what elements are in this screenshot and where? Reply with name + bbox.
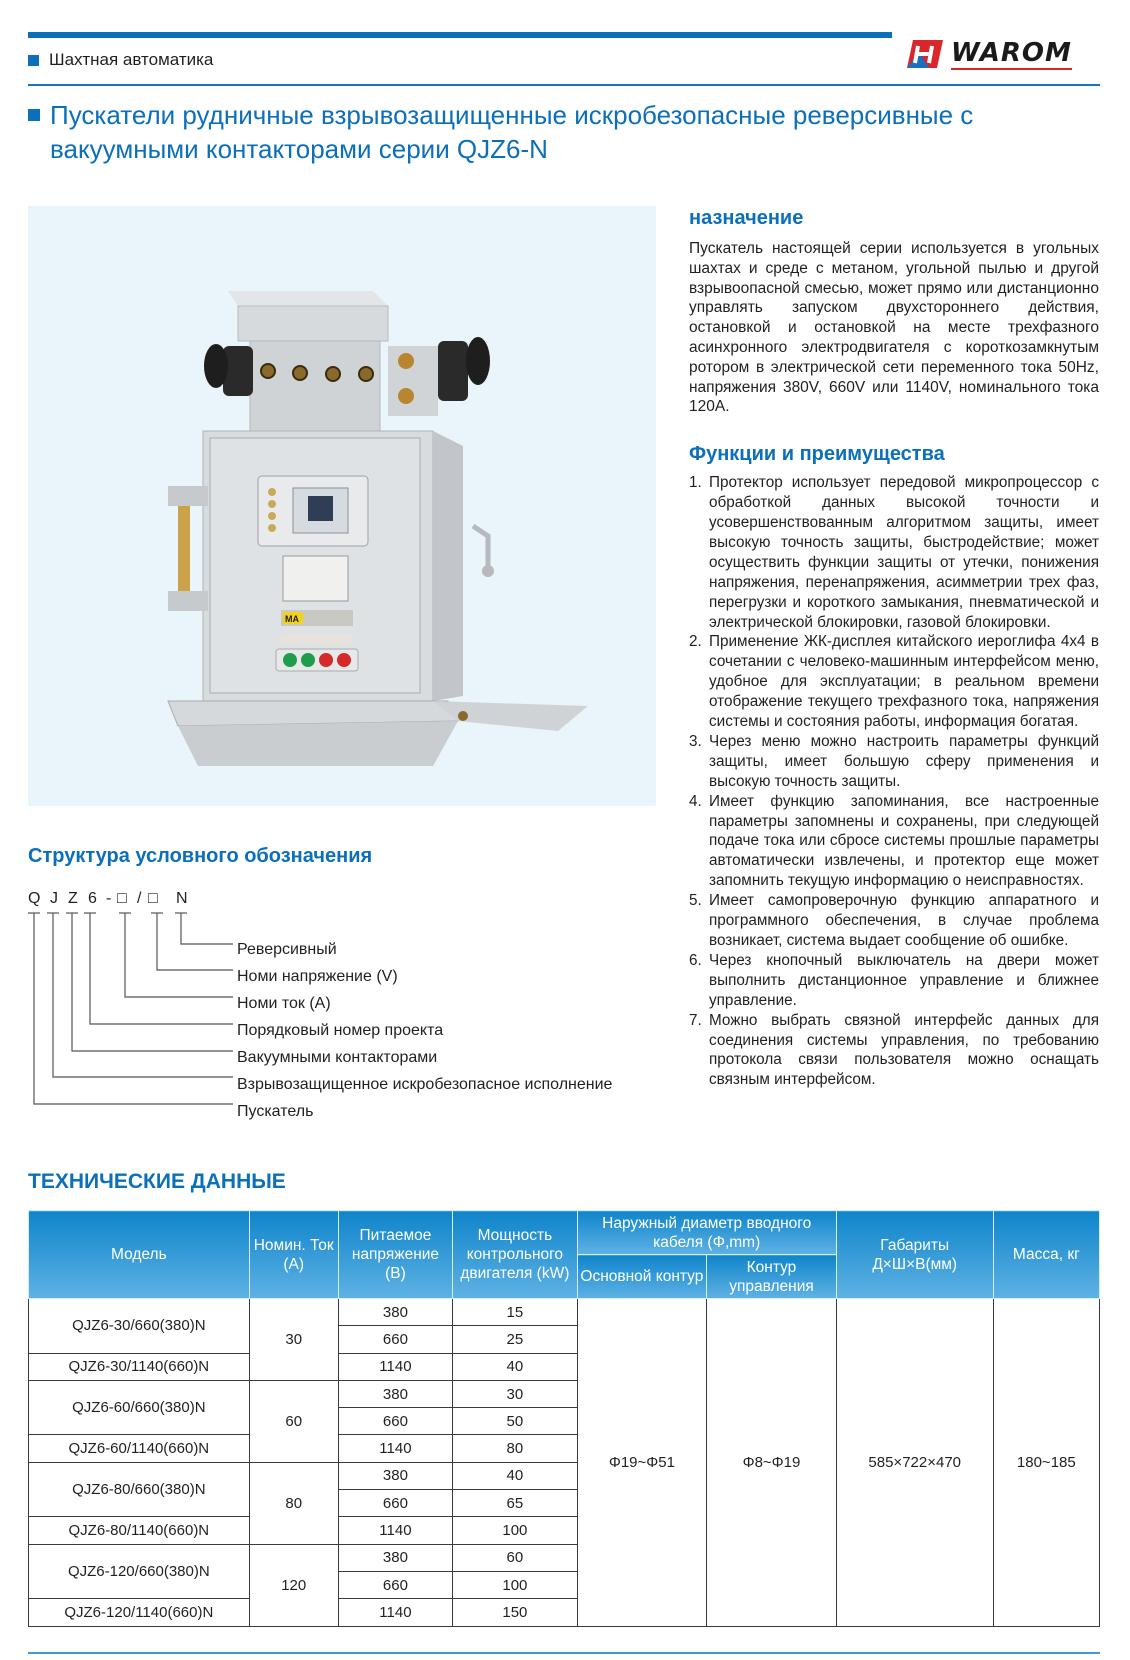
cell-power: 25: [453, 1326, 578, 1353]
tech-data-body: [29, 1299, 1100, 1627]
designation-label: Реверсивный: [237, 941, 337, 958]
col-header-mass: Масса, кг: [993, 1211, 1099, 1299]
warom-logo-icon: [905, 38, 945, 70]
header-top-bar: [28, 32, 892, 38]
feature-number: 5.: [689, 892, 702, 910]
section-label: [28, 50, 213, 70]
code-char: 6: [88, 890, 97, 907]
cell-mass: 180~185: [993, 1299, 1099, 1627]
col-header-cable-main: Основной контур: [577, 1255, 707, 1299]
code-placeholder-voltage: □: [148, 890, 158, 907]
col-header-current: Номин. Ток (A): [249, 1211, 338, 1299]
features-list: [689, 473, 1099, 1090]
cell-voltage: 1140: [338, 1599, 452, 1626]
designation-label: Номи напряжение (V): [237, 968, 398, 985]
cell-model: QJZ6-30/660(380)N: [29, 1299, 250, 1354]
page-title: [28, 98, 1108, 166]
code-char: /: [137, 890, 142, 907]
cell-voltage: 660: [338, 1326, 452, 1353]
cell-power: 100: [453, 1517, 578, 1544]
cell-voltage: 380: [338, 1299, 452, 1326]
feature-item: [689, 632, 1099, 732]
feature-number: 2.: [689, 633, 702, 651]
feature-text: Через кнопочный выключатель на двери может выполнить дистанционное управление и ближнее управление.: [709, 951, 1099, 1009]
cell-model: QJZ6-30/1140(660)N: [29, 1353, 250, 1380]
cell-power: 100: [453, 1571, 578, 1598]
feature-text: Через меню можно настроить параметры функций защиты, имеет большую сферу применения и высокую точность защиты.: [709, 732, 1099, 790]
feature-text: Имеет функцию запоминания, все настроенные параметры запомнены и сохранены, при следующей подаче тока или сбросе системы прошлые параметры автоматически извлечены, и протектор еще может запомнить текущую информацию о неисправностях.: [709, 792, 1099, 890]
explosion-proof-starter-image: [28, 206, 656, 806]
footer-rule: [28, 1652, 1100, 1654]
col-header-cable-diameter: Наружный диаметр вводного кабеля (Φ,mm): [577, 1211, 836, 1255]
header-rule: [28, 84, 1100, 86]
bullet-square-icon: [28, 109, 40, 121]
cell-voltage: 380: [338, 1380, 452, 1407]
cell-current: 120: [249, 1544, 338, 1626]
cell-voltage: 380: [338, 1544, 452, 1571]
cell-voltage: 660: [338, 1571, 452, 1598]
page-title-text: Пускатели рудничные взрывозащищенные искробезопасные реверсивные с вакуумными контакторами серии QJZ6-N: [50, 100, 974, 164]
feature-text: Применение ЖК-дисплея китайского иероглифа 4x4 в сочетании с человеко-машинным интерфейсом меню, удобное для эксплуатации; в реальном времени отображение текущего трехфазного тока, напряжения системы и состояния работы, информация богатая.: [709, 633, 1099, 731]
feature-number: 6.: [689, 951, 702, 969]
cell-current: 80: [249, 1462, 338, 1544]
feature-text: Протектор использует передовой микропроцессор с обработкой данных высокой точности и усовершенствованным алгоритмом защиты, имеет высокую точность защиты, быстродействие; может осуществить функции защиты от утечки, понижения напряжения, перенапряжения, асимметрии трех фаз, перегрузки и короткого замыкания, пневматической и электрической блокировки, газовой блокировки.: [709, 474, 1099, 631]
feature-text: Можно выбрать связной интерфейс данных для соединения системы управления, по требованию протокола связи пользователя можно оснащать связным интерфейсом.: [709, 1011, 1099, 1089]
cell-voltage: 380: [338, 1462, 452, 1489]
feature-number: 1.: [689, 474, 702, 492]
purpose-text: Пускатель настоящей серии используется в угольных шахтах и среде с метаном, угольной пылью и другой взрывоопасной смесью, может прямо или дистанционно управлять запуском двухстороннего действия, остановкой и остановкой на месте трехфазного асинхронного электродвигателя с короткозамкнутым ротором в электрической сети переменного тока 50Hz, напряжения 380V, 660V или 1140V, номинального тока 120A.: [689, 240, 1099, 416]
feature-item: [689, 732, 1099, 792]
code-char: J: [50, 890, 58, 907]
cell-power: 30: [453, 1380, 578, 1407]
col-header-cable-control: Контур управления: [707, 1255, 837, 1299]
section-label-text: Шахтная автоматика: [49, 50, 214, 69]
cell-cable-control: Φ8~Φ19: [707, 1299, 837, 1627]
designation-label: Порядковый номер проекта: [237, 1022, 444, 1039]
feature-number: 4.: [689, 792, 702, 810]
cell-cable-main: Φ19~Φ51: [577, 1299, 707, 1627]
brand-logo: [905, 34, 1100, 74]
product-photo: [28, 206, 656, 806]
cell-voltage: 1140: [338, 1517, 452, 1544]
feature-item: [689, 891, 1099, 951]
col-header-power: Мощность контрольного двигателя (kW): [453, 1211, 578, 1299]
feature-item: [689, 792, 1099, 892]
designation-labels: [237, 936, 612, 1125]
cell-power: 15: [453, 1299, 578, 1326]
designation-label: Взрывозащищенное искробезопасное исполнение: [237, 1076, 613, 1093]
cell-model: QJZ6-80/660(380)N: [29, 1462, 250, 1517]
cell-current: 60: [249, 1380, 338, 1462]
code-char: -: [106, 890, 112, 907]
cell-model: QJZ6-120/660(380)N: [29, 1544, 250, 1599]
feature-number: 7.: [689, 1011, 702, 1029]
cell-dimensions: 585×722×470: [836, 1299, 993, 1627]
designation-label: Пускатель: [237, 1103, 314, 1120]
col-header-model: Модель: [29, 1211, 250, 1299]
cell-power: 80: [453, 1435, 578, 1462]
col-header-voltage: Питаемое напряжение (B): [338, 1211, 452, 1299]
ma-badge: MA: [285, 614, 299, 624]
tech-data-table: [28, 1210, 1100, 1627]
table-row: [29, 1299, 1100, 1326]
feature-item: [689, 1011, 1099, 1091]
cell-model: QJZ6-120/1140(660)N: [29, 1599, 250, 1626]
cell-voltage: 1140: [338, 1435, 452, 1462]
cell-power: 50: [453, 1408, 578, 1435]
cell-model: QJZ6-80/1140(660)N: [29, 1517, 250, 1544]
cell-model: QJZ6-60/1140(660)N: [29, 1435, 250, 1462]
feature-item: [689, 473, 1099, 632]
cell-power: 150: [453, 1599, 578, 1626]
designation-label: Вакуумными контакторами: [237, 1049, 438, 1066]
tech-data-heading: ТЕХНИЧЕСКИЕ ДАННЫЕ: [28, 1170, 286, 1193]
feature-text: Имеет самопроверочную функцию аппаратного и программного обеспечения, в случае проблема возникает, система выдает сообщение об ошибке.: [709, 892, 1099, 950]
cell-voltage: 1140: [338, 1353, 452, 1380]
cell-power: 40: [453, 1353, 578, 1380]
cell-power: 65: [453, 1490, 578, 1517]
feature-number: 3.: [689, 732, 702, 750]
designation-heading: Структура условного обозначения: [28, 845, 373, 867]
cell-voltage: 660: [338, 1408, 452, 1435]
code-char: N: [176, 890, 188, 907]
cell-voltage: 660: [338, 1490, 452, 1517]
feature-item: [689, 951, 1099, 1011]
designation-label: Номи ток (A): [237, 995, 331, 1012]
cell-current: 30: [249, 1299, 338, 1381]
logo-text: WAROM: [951, 38, 1072, 68]
col-header-dimensions: Габариты Д×Ш×В(мм): [836, 1211, 993, 1299]
features-heading: Функции и преимущества: [689, 443, 945, 466]
description-column: [689, 205, 1099, 1090]
cell-power: 60: [453, 1544, 578, 1571]
code-char: Z: [68, 890, 78, 907]
bullet-square-icon: [28, 55, 39, 66]
cell-model: QJZ6-60/660(380)N: [29, 1380, 250, 1435]
cell-power: 40: [453, 1462, 578, 1489]
code-placeholder-current: □: [117, 890, 127, 907]
code-char: Q: [28, 890, 41, 907]
purpose-heading: назначение: [689, 207, 804, 229]
